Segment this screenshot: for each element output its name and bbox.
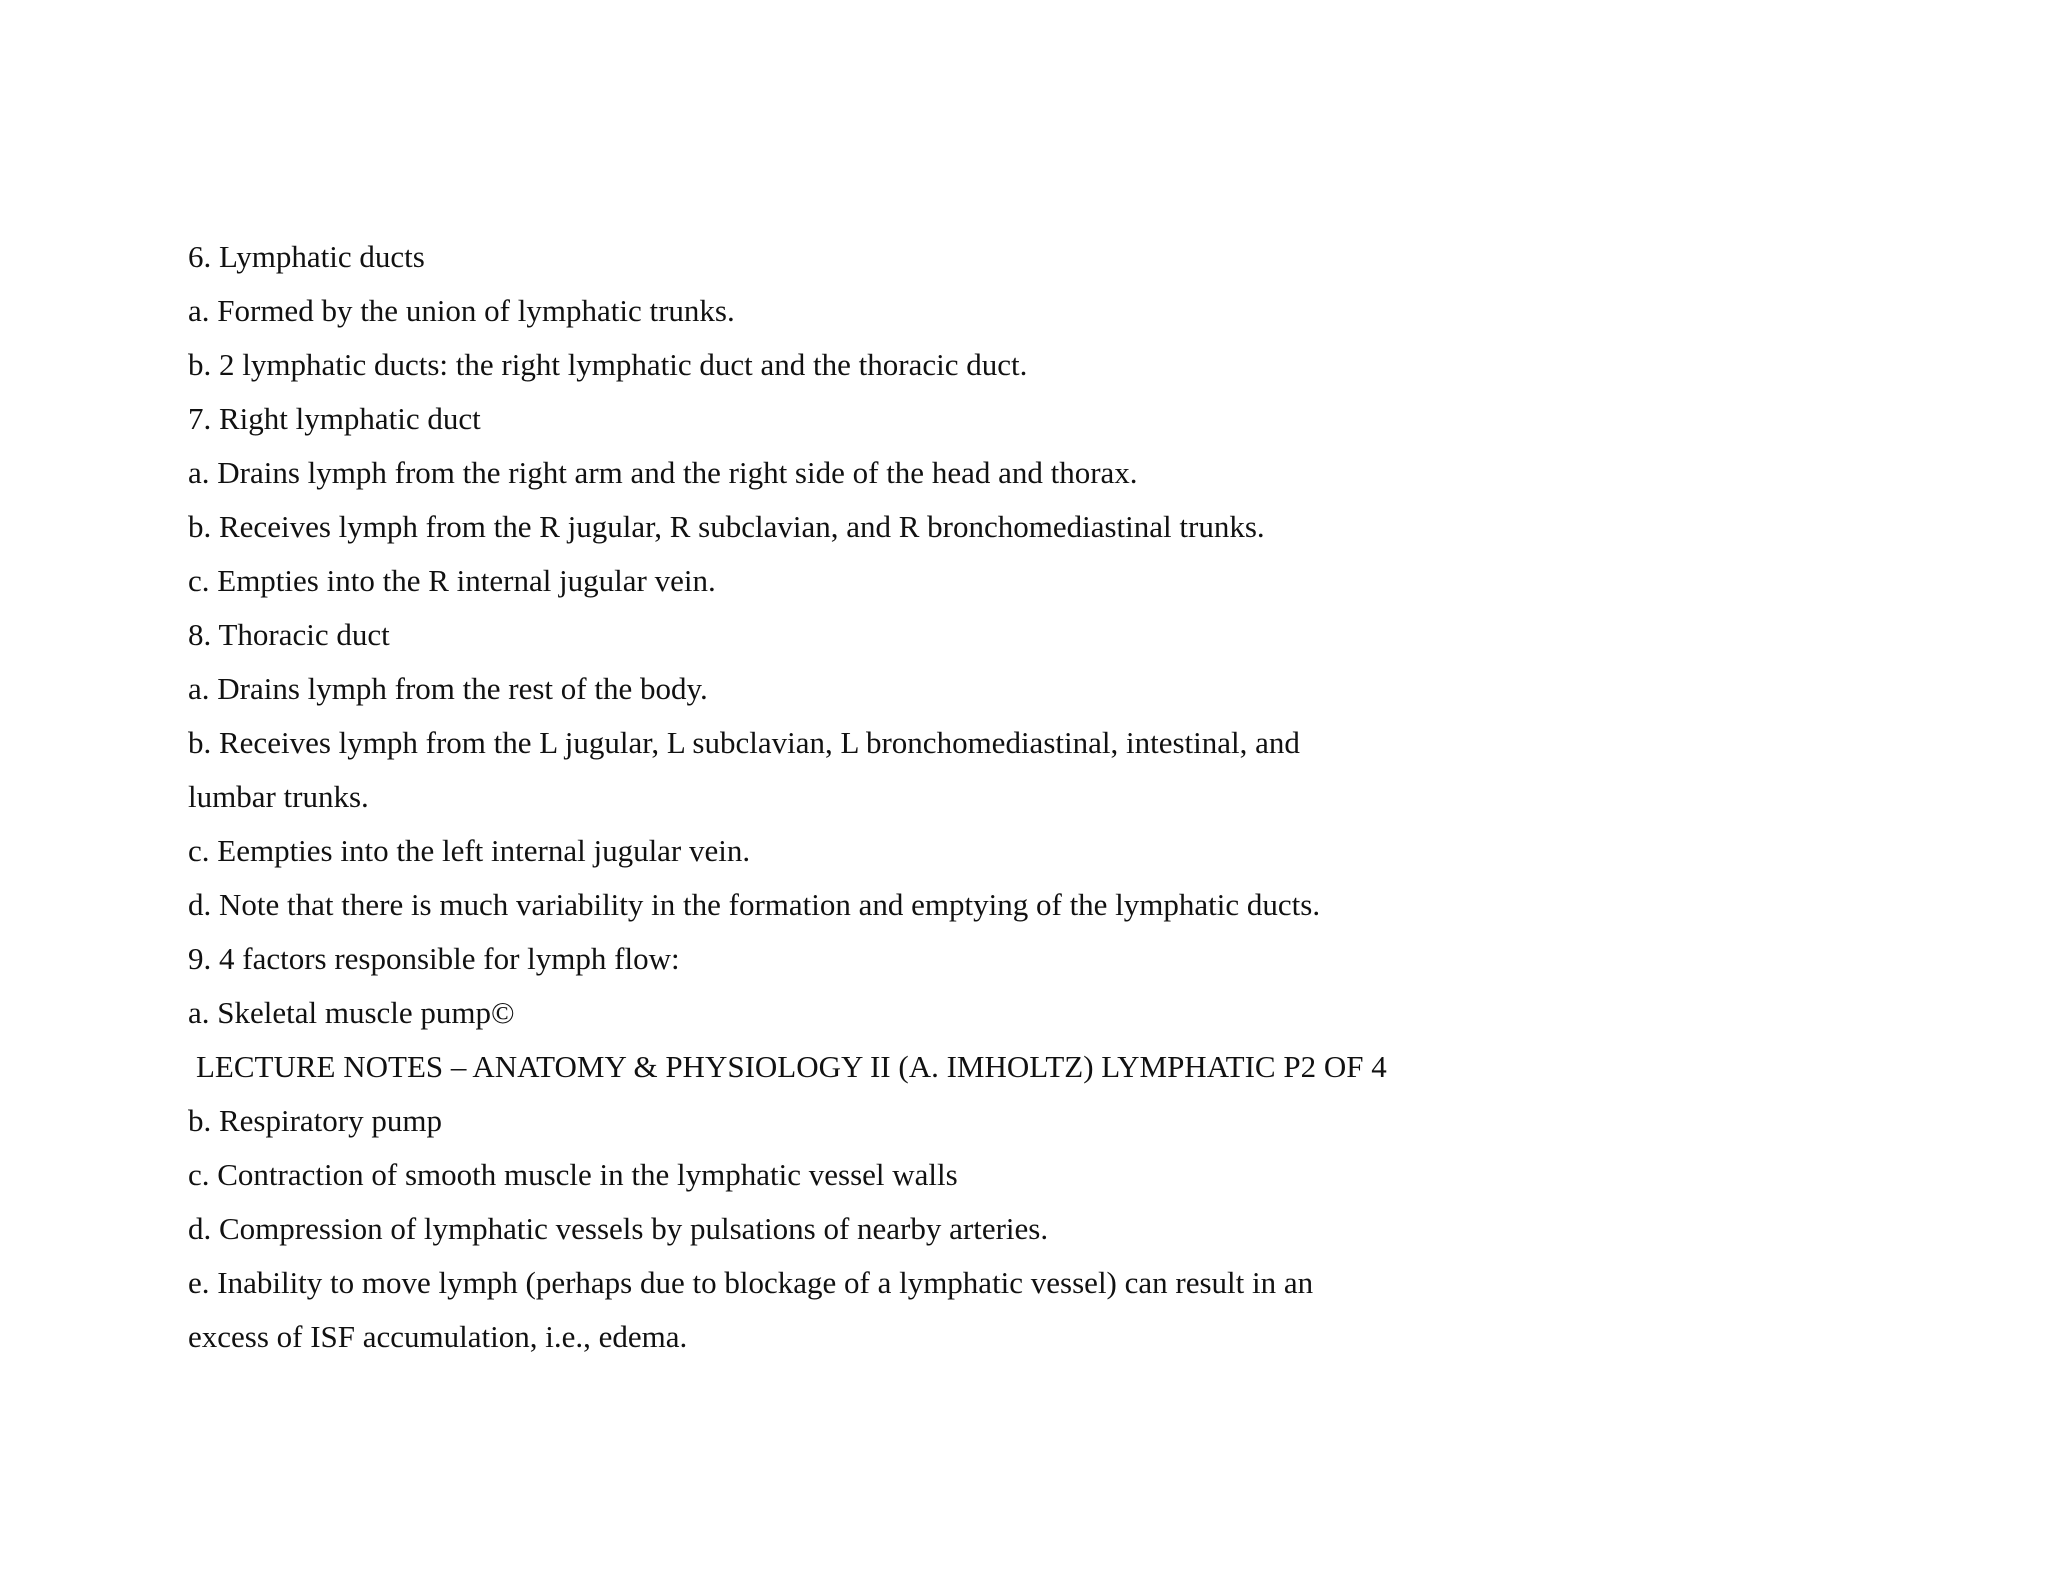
text-line: a. Formed by the union of lymphatic trunks. — [188, 293, 735, 328]
text-line: b. Receives lymph from the R jugular, R subclavian, and R bronchomediastinal trunks. — [188, 509, 1265, 544]
text-line: e. Inability to move lymph (perhaps due to blockage of a lymphatic vessel) can result in an — [188, 1265, 1314, 1300]
text-line: c. Eempties into the left internal jugular vein. — [188, 833, 751, 868]
text-line: d. Note that there is much variability in the formation and emptying of the lymphatic ducts. — [188, 887, 1321, 922]
section-heading-lymph-flow-factors: 9. 4 factors responsible for lymph flow: — [188, 941, 680, 976]
text-line: c. Contraction of smooth muscle in the lymphatic vessel walls — [188, 1157, 958, 1192]
lecture-notes-text — [188, 230, 1948, 1364]
page-footer: LECTURE NOTES – ANATOMY & PHYSIOLOGY II (A. IMHOLTZ) LYMPHATIC P2 OF 4 — [196, 1049, 1387, 1084]
text-line: d. Compression of lymphatic vessels by pulsations of nearby arteries. — [188, 1211, 1049, 1246]
text-line: b. 2 lymphatic ducts: the right lymphatic duct and the thoracic duct. — [188, 347, 1028, 382]
text-line: b. Respiratory pump — [188, 1103, 442, 1138]
text-line: lumbar trunks. — [188, 779, 369, 814]
text-line: c. Empties into the R internal jugular vein. — [188, 563, 716, 598]
text-line: a. Drains lymph from the rest of the body. — [188, 671, 708, 706]
section-heading-thoracic-duct: 8. Thoracic duct — [188, 617, 390, 652]
text-line: b. Receives lymph from the L jugular, L subclavian, L bronchomediastinal, intestinal, and — [188, 725, 1300, 760]
section-heading-lymphatic-ducts: 6. Lymphatic ducts — [188, 239, 425, 274]
text-line: a. Skeletal muscle pump© — [188, 995, 515, 1030]
section-heading-right-lymphatic-duct: 7. Right lymphatic duct — [188, 401, 481, 436]
text-line: excess of ISF accumulation, i.e., edema. — [188, 1319, 688, 1354]
text-line: a. Drains lymph from the right arm and the right side of the head and thorax. — [188, 455, 1138, 490]
